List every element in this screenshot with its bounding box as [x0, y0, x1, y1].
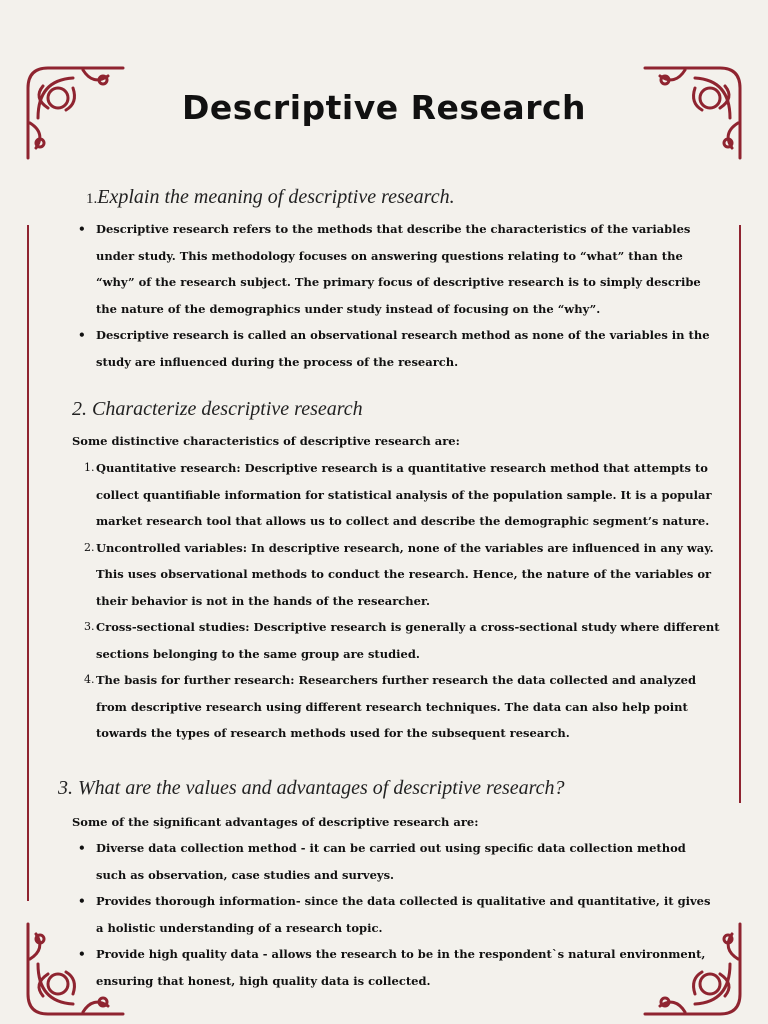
section-1-body [78, 216, 724, 375]
border-rule-left [27, 225, 29, 901]
list-item-text: Quantitative research: Descriptive research is a quantitative research method that attempts to collect quantifiable information for statistical analysis of the population sample. It is a popular market research tool that allows us to collect and describe the demographic segment’s nature. [96, 461, 712, 528]
section-2-heading: 2. Characterize descriptive research [72, 398, 363, 420]
section-3-intro: Some of the significant advantages of descriptive research are: [72, 815, 479, 829]
section-1-title: Explain the meaning of descriptive research. [97, 186, 455, 208]
bullet-marker: • [78, 894, 86, 908]
border-rule-right [739, 225, 741, 803]
list-item-text: Uncontrolled variables: In descriptive research, none of the variables are influenced in any way. This uses observational methods to conduct the research. Hence, the nature of the variables or their behavior is not in the hands of the researcher. [96, 540, 714, 608]
list-item [78, 941, 716, 994]
number-marker: 4. [84, 673, 95, 686]
bullet-marker: • [78, 841, 86, 855]
section-3-heading: 3. What are the values and advantages of descriptive research? [58, 777, 565, 799]
list-item-text: Descriptive research is called an observational research method as none of the variables in the study are influenced during the process of the research. [96, 328, 710, 369]
section-3-body [78, 835, 716, 994]
list-item-text: Provide high quality data - allows the research to be in the respondent`s natural environment, ensuring that honest, high quality data is collected. [96, 947, 706, 988]
list-item-text: Provides thorough information- since the data collected is qualitative and quantitative, it gives a holistic understanding of a research topic. [96, 894, 711, 935]
bullet-marker: • [78, 328, 86, 342]
number-marker: 1. [84, 461, 95, 474]
list-item [84, 455, 724, 535]
section-2-body [84, 455, 724, 747]
number-marker: 3. [84, 620, 95, 633]
number-marker: 2. [84, 540, 95, 554]
list-item [84, 614, 724, 667]
bullet-marker: • [78, 947, 86, 961]
list-item-text: The basis for further research: Researchers further research the data collected and analyzed from descriptive research using different research techniques. The data can also help point towards the types of research methods used for the subsequent research. [96, 673, 697, 740]
list-item-text: Diverse data collection method - it can be carried out using specific data collection method such as observation, case studies and surveys. [96, 841, 686, 882]
list-item-text: Cross-sectional studies: Descriptive research is generally a cross-sectional study where different sections belonging to the same group are studied. [96, 620, 720, 661]
list-item-text: Descriptive research refers to the methods that describe the characteristics of the variables under study. This methodology focuses on answering questions relating to “what” than the “why” of the research subject. The primary focus of descriptive research is to simply describe the nature of the demographics under study instead of focusing on the “why”. [96, 222, 701, 316]
list-item [84, 535, 724, 615]
list-item [78, 888, 716, 941]
section-1-number: 1. [86, 191, 98, 207]
section-2-intro: Some distinctive characteristics of descriptive research are: [72, 434, 460, 448]
page-title: Descriptive Research [181, 88, 587, 127]
list-item [78, 835, 716, 888]
list-item [78, 322, 724, 375]
list-item [78, 216, 724, 322]
bullet-marker: • [78, 222, 86, 236]
section-1-heading [86, 186, 455, 209]
list-item [84, 667, 724, 747]
